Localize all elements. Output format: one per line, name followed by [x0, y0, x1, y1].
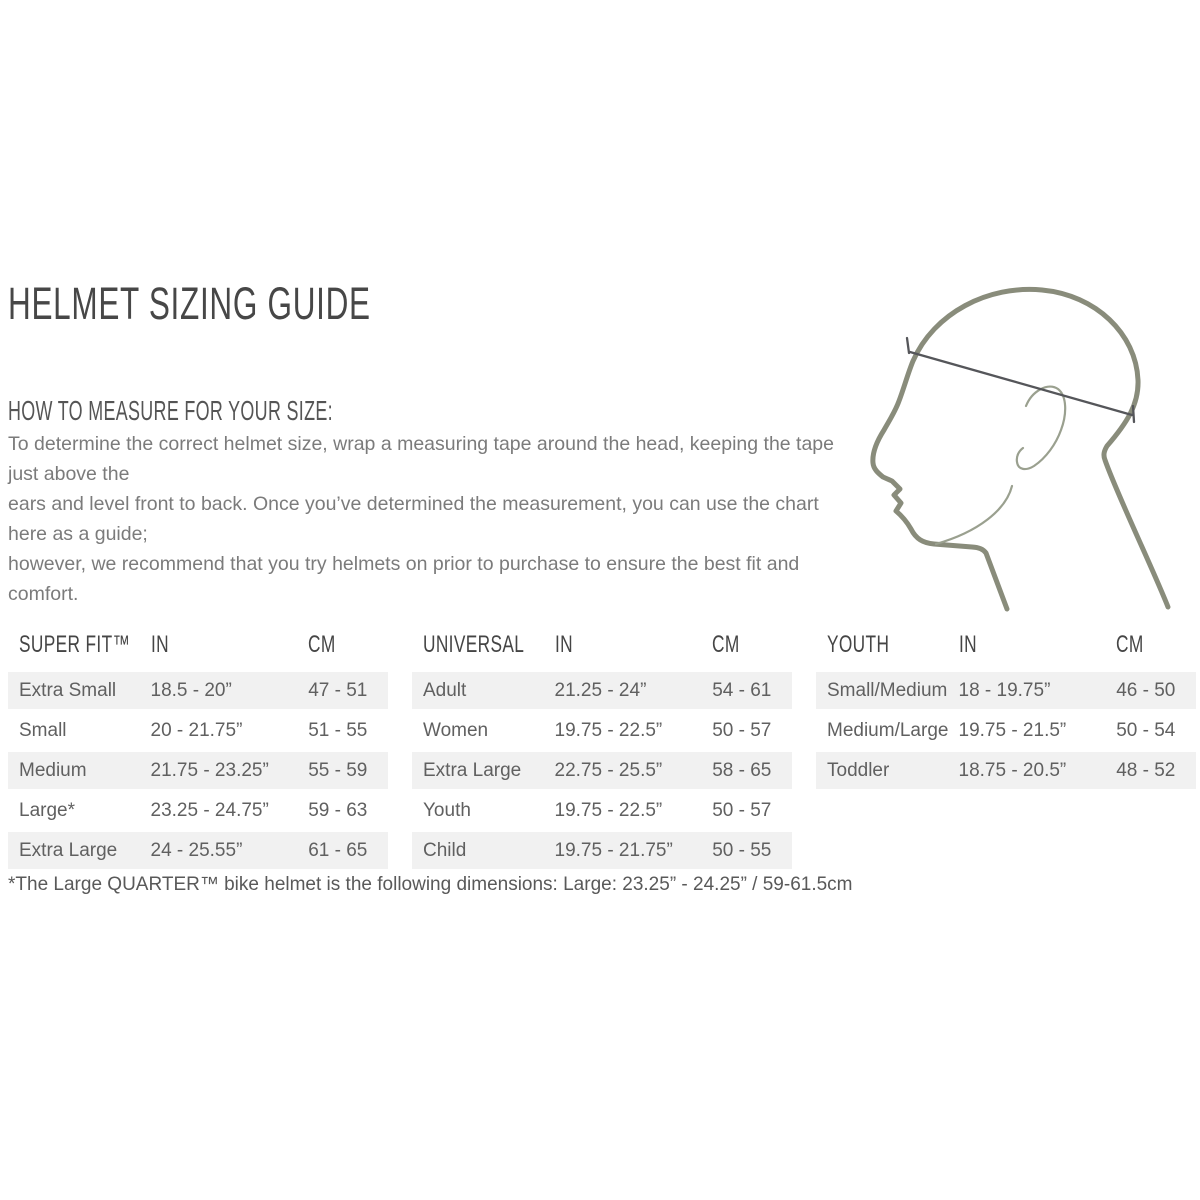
table-row: [816, 672, 1196, 709]
table-title: UNIVERSAL: [423, 631, 525, 658]
size-label: Child: [423, 839, 467, 861]
table-super-fit: [8, 631, 388, 872]
size-label: Small/Medium: [827, 679, 948, 701]
table-youth: [816, 631, 1196, 792]
table-row: [412, 712, 792, 749]
table-row: [8, 712, 388, 749]
paragraph-line: To determine the correct helmet size, wrap a measuring tape around the head, keeping the tape just above the: [8, 433, 834, 485]
size-cm: 46 - 50: [1116, 679, 1176, 701]
size-cm: 50 - 55: [712, 839, 772, 861]
size-cm: 50 - 54: [1116, 719, 1176, 741]
table-row: [8, 752, 388, 789]
size-label: Toddler: [827, 759, 890, 781]
size-in: 21.25 - 24”: [554, 679, 647, 701]
size-in: 19.75 - 22.5”: [554, 719, 663, 741]
size-label: Adult: [423, 679, 467, 701]
head-profile-svg: [860, 282, 1192, 614]
size-label: Extra Small: [19, 679, 117, 701]
table-title: SUPER FIT™: [19, 631, 131, 658]
table-row: [8, 672, 388, 709]
size-label: Women: [423, 719, 489, 741]
table-header-row: [816, 631, 1196, 672]
paragraph-line: however, we recommend that you try helmets on prior to purchase to ensure the best fit and comfort.: [8, 553, 800, 605]
size-in: 24 - 25.55”: [150, 839, 243, 861]
size-cm: 61 - 65: [308, 839, 368, 861]
table-row: [816, 712, 1196, 749]
table-header-row: [412, 631, 792, 672]
size-in: 23.25 - 24.75”: [150, 799, 269, 821]
table-row: [816, 752, 1196, 789]
size-cm: 47 - 51: [308, 679, 368, 701]
size-in: 19.75 - 21.75”: [554, 839, 673, 861]
size-cm: 51 - 55: [308, 719, 368, 741]
size-label: Extra Large: [423, 759, 522, 781]
column-header-in: IN: [958, 631, 977, 658]
footnote: *The Large QUARTER™ bike helmet is the following dimensions: Large: 23.25” - 24.25” / 59-61.5cm: [8, 874, 853, 895]
size-cm: 50 - 57: [712, 799, 772, 821]
column-header-cm: CM: [308, 631, 336, 658]
table-row: [8, 792, 388, 829]
size-in: 20 - 21.75”: [150, 719, 243, 741]
table-title: YOUTH: [827, 631, 890, 658]
ear-path: [1017, 387, 1065, 469]
size-in: 19.75 - 21.5”: [958, 719, 1067, 741]
size-cm: 58 - 65: [712, 759, 772, 781]
table-universal: [412, 631, 792, 872]
paragraph-line: ears and level front to back. Once you’ve determined the measurement, you can use the chart here as a guide;: [8, 493, 819, 545]
size-in: 19.75 - 22.5”: [554, 799, 663, 821]
table-row: [412, 672, 792, 709]
size-cm: 59 - 63: [308, 799, 368, 821]
column-header-cm: CM: [1116, 631, 1144, 658]
size-label: Youth: [423, 799, 471, 821]
size-in: 22.75 - 25.5”: [554, 759, 663, 781]
size-label: Medium/Large: [827, 719, 949, 741]
size-label: Large*: [19, 799, 75, 821]
table-row: [412, 832, 792, 869]
size-cm: 55 - 59: [308, 759, 368, 781]
size-label: Small: [19, 719, 67, 741]
size-in: 18.5 - 20”: [150, 679, 232, 701]
table-header-row: [8, 631, 388, 672]
size-in: 21.75 - 23.25”: [150, 759, 269, 781]
column-header-cm: CM: [712, 631, 740, 658]
table-row: [8, 832, 388, 869]
size-label: Extra Large: [19, 839, 118, 861]
size-cm: 54 - 61: [712, 679, 772, 701]
head-profile-illustration: [860, 282, 1192, 614]
table-row: [412, 792, 792, 829]
how-to-measure-heading: HOW TO MEASURE FOR YOUR SIZE:: [8, 395, 333, 426]
page-title: HELMET SIZING GUIDE: [8, 278, 371, 329]
measuring-tape-line: [907, 338, 1134, 422]
jawline-path: [936, 486, 1012, 544]
size-in: 18.75 - 20.5”: [958, 759, 1067, 781]
how-to-measure-paragraph: [8, 429, 838, 609]
sizing-tables: [8, 631, 1196, 872]
size-cm: 50 - 57: [712, 719, 772, 741]
column-header-in: IN: [150, 631, 169, 658]
size-cm: 48 - 52: [1116, 759, 1176, 781]
size-in: 18 - 19.75”: [958, 679, 1051, 701]
size-label: Medium: [19, 759, 87, 781]
column-header-in: IN: [554, 631, 573, 658]
table-row: [412, 752, 792, 789]
